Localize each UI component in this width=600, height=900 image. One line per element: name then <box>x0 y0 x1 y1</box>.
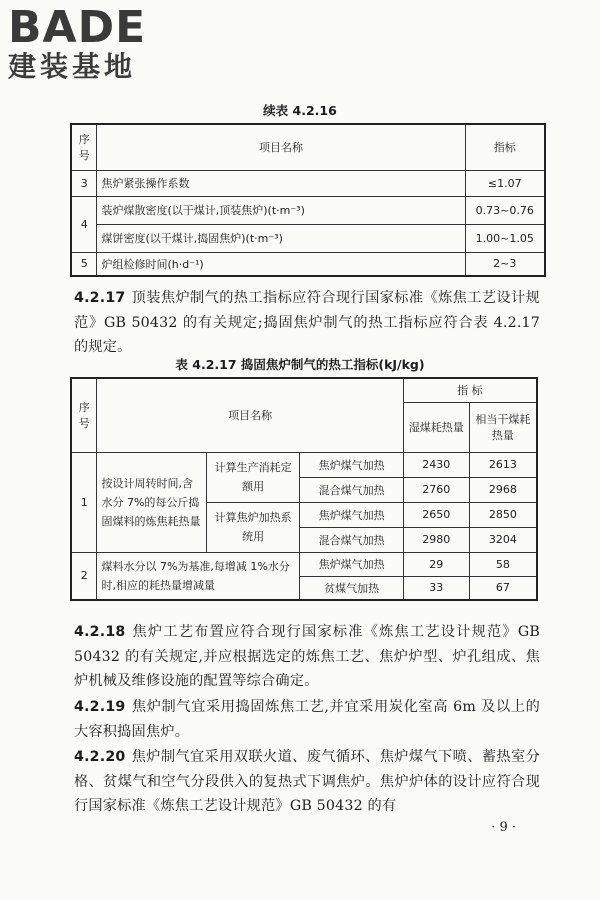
clause-4-2-20 <box>74 745 540 819</box>
table2-caption: 表 4.2.17 捣固焦炉制气的热工指标(kJ/kg) <box>175 357 425 372</box>
cell-dry: 2850 <box>469 502 537 527</box>
bade-logo <box>8 2 178 84</box>
cell-wet: 2430 <box>403 452 469 477</box>
cell-dry: 3204 <box>469 527 537 552</box>
table2 <box>70 377 538 601</box>
cell-no: 1 <box>71 452 97 552</box>
cell-no: 2 <box>71 552 97 600</box>
cell-dry: 67 <box>469 576 537 600</box>
cell-name: 炉组检修时间(h·d⁻¹) <box>97 252 465 276</box>
t1-header-name: 项目名称 <box>97 124 465 170</box>
cell-dry: 58 <box>469 552 537 576</box>
cell-value: 1.00~1.05 <box>465 224 545 252</box>
cell-wet: 2650 <box>403 502 469 527</box>
clause-4-2-17 <box>74 286 540 360</box>
cell-gas: 焦炉煤气加热 <box>300 502 403 527</box>
table-row <box>71 170 545 196</box>
clause-text: 顶装焦炉制气的热工指标应符合现行国家标准《炼焦工艺设计规范》GB 50432 的有关规定;捣固焦炉制气的热工指标应符合表 4.2.17 的规定。 <box>74 290 540 355</box>
clause-text: 焦炉工艺布置应符合现行国家标准《炼焦工艺设计规范》GB 50432 的有关规定,并应根据选定的炼焦工艺、焦炉炉型、炉孔组成、焦炉机械及维修设施的配置等综合确定。 <box>74 624 540 689</box>
t2-header-dry: 相当干煤耗热量 <box>469 402 537 452</box>
cell-dry: 2613 <box>469 452 537 477</box>
cell-no: 3 <box>71 170 97 196</box>
t1-header-no: 序号 <box>71 124 97 170</box>
clause-number: 4.2.17 <box>74 290 126 306</box>
cell-name: 装炉煤散密度(以干煤计,顶装焦炉)(t·m⁻³) <box>97 196 465 224</box>
cell-desc: 煤料水分以 7%为基准,每增减 1%水分时,相应的耗热量增减量 <box>97 552 300 600</box>
cell-name: 煤饼密度(以干煤计,捣固焦炉)(t·m⁻³) <box>97 224 465 252</box>
cell-wet: 33 <box>403 576 469 600</box>
table1-caption: 续表 4.2.16 <box>263 103 337 118</box>
t1-header-value: 指标 <box>465 124 545 170</box>
page-number: · 9 · <box>491 820 516 835</box>
cell-gas: 贫煤气加热 <box>300 576 403 600</box>
cell-dry: 2968 <box>469 477 537 502</box>
table-row <box>71 552 537 576</box>
table-row <box>71 452 537 477</box>
cell-gas: 混合煤气加热 <box>300 477 403 502</box>
cell-gas: 混合煤气加热 <box>300 527 403 552</box>
cell-value: 0.73~0.76 <box>465 196 545 224</box>
t2-header-name: 项目名称 <box>97 378 403 452</box>
logo-subtitle: 建装基地 <box>8 50 137 83</box>
cell-sub: 计算生产消耗定额用 <box>206 452 300 502</box>
cell-value: 2~3 <box>465 252 545 276</box>
cell-wet: 2760 <box>403 477 469 502</box>
table1 <box>70 123 546 277</box>
t2-header-wet: 湿煤耗热量 <box>403 402 469 452</box>
clause-text: 焦炉制气宜采用捣固炼焦工艺,并宜采用炭化室高 6m 及以上的大容积捣固焦炉。 <box>74 699 540 740</box>
cell-gas: 焦炉煤气加热 <box>300 552 403 576</box>
logo-brand: BADE <box>8 2 147 53</box>
clause-number: 4.2.20 <box>74 749 126 765</box>
cell-sub: 计算焦炉加热系统用 <box>206 502 300 552</box>
cell-name: 焦炉紧张操作系数 <box>97 170 465 196</box>
cell-wet: 2980 <box>403 527 469 552</box>
cell-value: ≤1.07 <box>465 170 545 196</box>
clause-4-2-19 <box>74 695 540 744</box>
table-row <box>71 196 545 224</box>
clause-number: 4.2.19 <box>74 699 126 715</box>
cell-no: 5 <box>71 252 97 276</box>
clause-4-2-18 <box>74 620 540 694</box>
clause-number: 4.2.18 <box>74 624 126 640</box>
t2-header-group: 指 标 <box>403 378 537 402</box>
cell-wet: 29 <box>403 552 469 576</box>
table-row <box>71 224 545 252</box>
cell-gas: 焦炉煤气加热 <box>300 452 403 477</box>
table-row <box>71 252 545 276</box>
cell-desc: 按设计周转时间,含水分 7%的每公斤捣固煤料的炼焦耗热量 <box>97 452 206 552</box>
cell-no: 4 <box>71 196 97 252</box>
t2-header-no: 序号 <box>71 378 97 452</box>
clause-text: 焦炉制气宜采用双联火道、废气循环、焦炉煤气下喷、蓄热室分格、贫煤气和空气分段供入的复热式下调焦炉。焦炉炉体的设计应符合现行国家标准《炼焦工艺设计规范》GB 50432 的有 <box>74 749 540 814</box>
